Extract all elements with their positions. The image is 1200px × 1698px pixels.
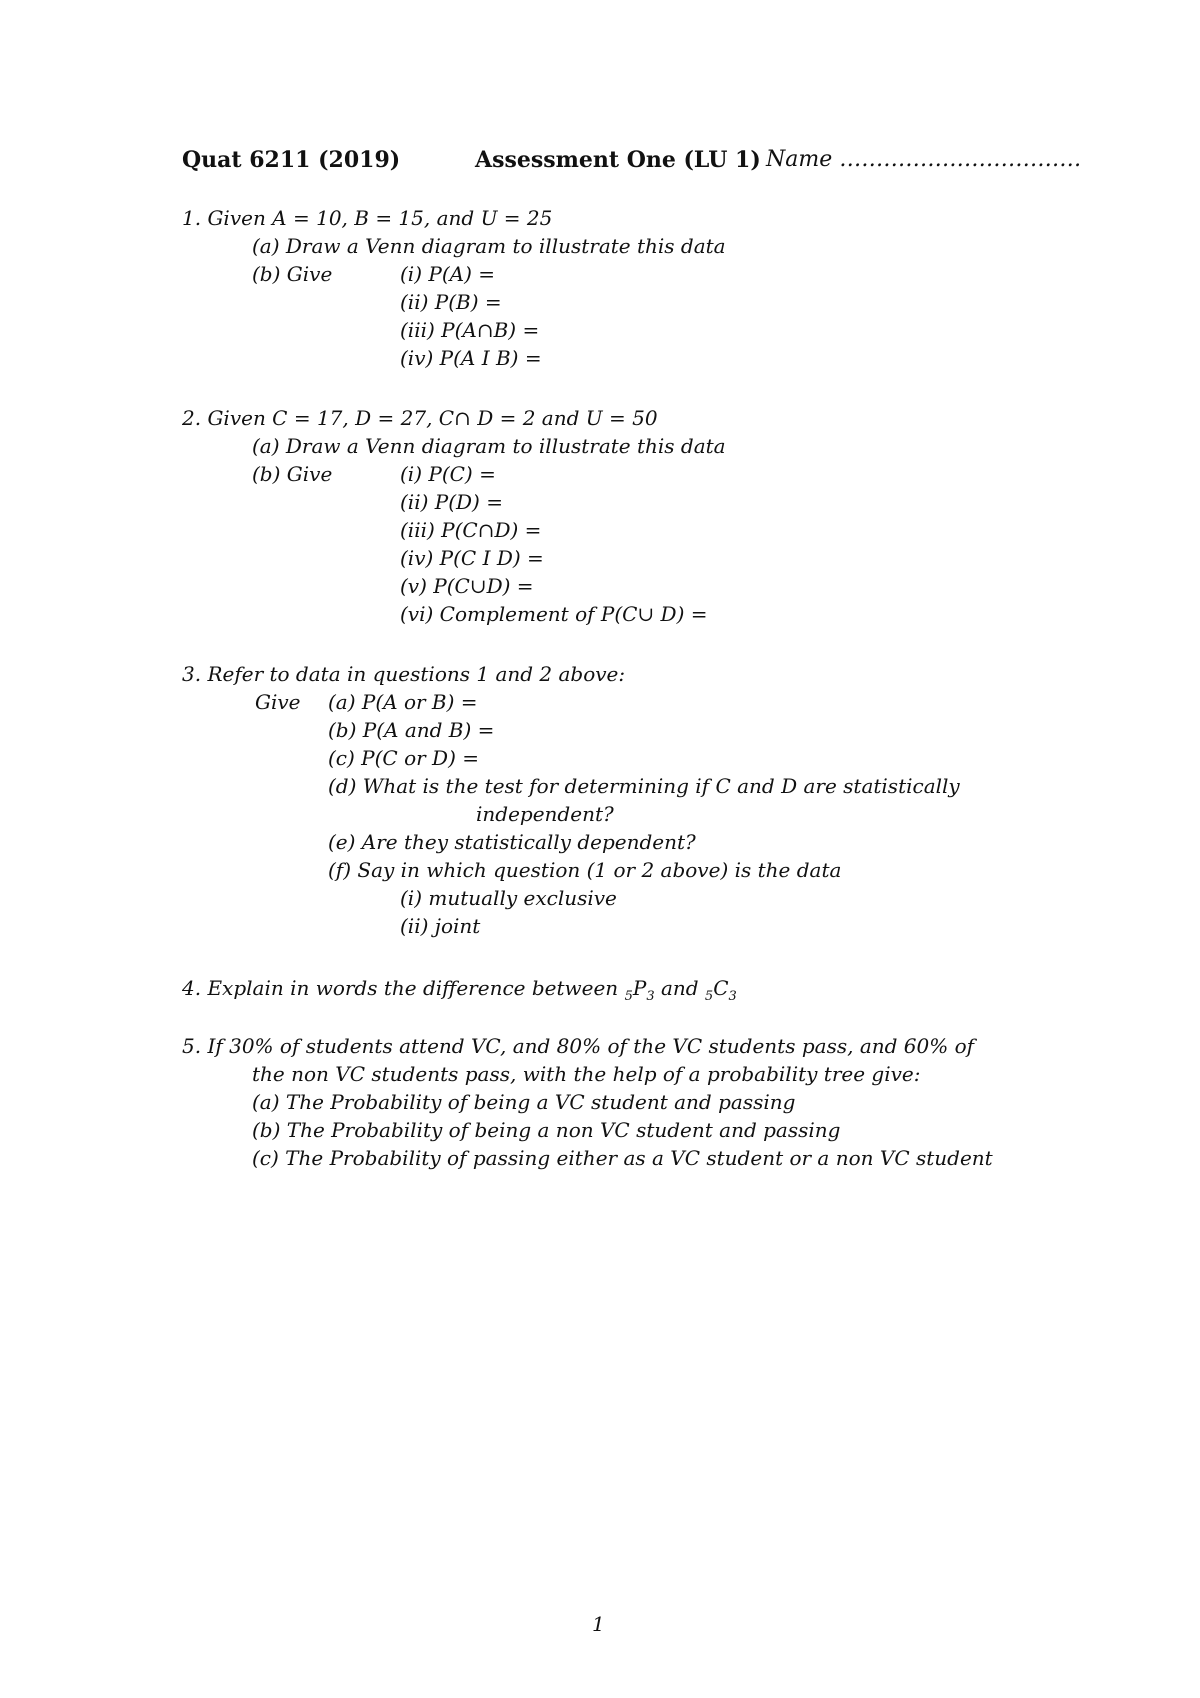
q2-stem: 2. Given C = 17, D = 27, C∩ D = 2 and U = 50: [182, 406, 658, 430]
q3-part-e: (e) Are they statistically dependent?: [328, 830, 696, 854]
q5-part-a: (a) The Probability of being a VC student and passing: [252, 1090, 796, 1114]
q3-part-b: (b) P(A and B) =: [328, 718, 495, 742]
q2-sub-i: (i) P(C) =: [400, 462, 496, 486]
q1-sub-iv: (iv) P(A I B) =: [400, 346, 542, 370]
q1-part-b: (b) Give: [252, 262, 333, 286]
q3-part-f-ii: (ii) joint: [400, 914, 481, 938]
assessment-title: Assessment One (LU 1): [475, 147, 761, 173]
combination-r: 3: [728, 989, 737, 1004]
q2-sub-v: (v) P(C∪D) =: [400, 574, 534, 598]
q3-part-f: (f) Say in which question (1 or 2 above) is the data: [328, 858, 842, 882]
q3-part-c: (c) P(C or D) =: [328, 746, 479, 770]
q2-sub-iii: (iii) P(C∩D) =: [400, 518, 542, 542]
q1-sub-ii: (ii) P(B) =: [400, 290, 502, 314]
permutation-n: 5: [624, 989, 633, 1004]
q5-part-c: (c) The Probability of passing either as a VC student or a non VC student: [252, 1146, 993, 1170]
q3-give-label: Give: [255, 690, 301, 714]
q2-part-b: (b) Give: [252, 462, 333, 486]
permutation-r: 3: [646, 989, 655, 1004]
q1-sub-i: (i) P(A) =: [400, 262, 495, 286]
permutation-symbol: P: [632, 976, 647, 1000]
course-code: Quat 6211 (2019): [182, 147, 401, 173]
q5-line1: 5. If 30% of students attend VC, and 80% of the VC students pass, and 60% of: [182, 1034, 975, 1058]
q5-line2: the non VC students pass, with the help of a probability tree give:: [252, 1062, 921, 1086]
q3-part-d: (d) What is the test for determining if C and D are statistically: [328, 774, 960, 798]
q3-stem: 3. Refer to data in questions 1 and 2 above:: [182, 662, 626, 686]
q1-sub-iii: (iii) P(A∩B) =: [400, 318, 540, 342]
q4-and: and: [660, 976, 699, 1000]
q4-text: [182, 976, 737, 1004]
q2-sub-vi: (vi) Complement of P(C∪ D) =: [400, 602, 708, 626]
q1-stem: 1. Given A = 10, B = 15, and U = 25: [182, 206, 553, 230]
combination-n: 5: [704, 989, 714, 1004]
q2-sub-ii: (ii) P(D) =: [400, 490, 503, 514]
combination-symbol: C: [713, 976, 729, 1000]
page-number: 1: [592, 1612, 605, 1636]
q4-stem: 4. Explain in words the difference between: [182, 976, 619, 1000]
q2-sub-iv: (iv) P(C I D) =: [400, 546, 544, 570]
q2-part-a: (a) Draw a Venn diagram to illustrate this data: [252, 434, 726, 458]
q3-part-a: (a) P(A or B) =: [328, 690, 478, 714]
name-field-label: Name ……………………………: [766, 147, 1082, 172]
q5-part-b: (b) The Probability of being a non VC student and passing: [252, 1118, 841, 1142]
q3-part-d-continued: independent?: [476, 802, 614, 826]
q1-part-a: (a) Draw a Venn diagram to illustrate this data: [252, 234, 726, 258]
q3-part-f-i: (i) mutually exclusive: [400, 886, 617, 910]
